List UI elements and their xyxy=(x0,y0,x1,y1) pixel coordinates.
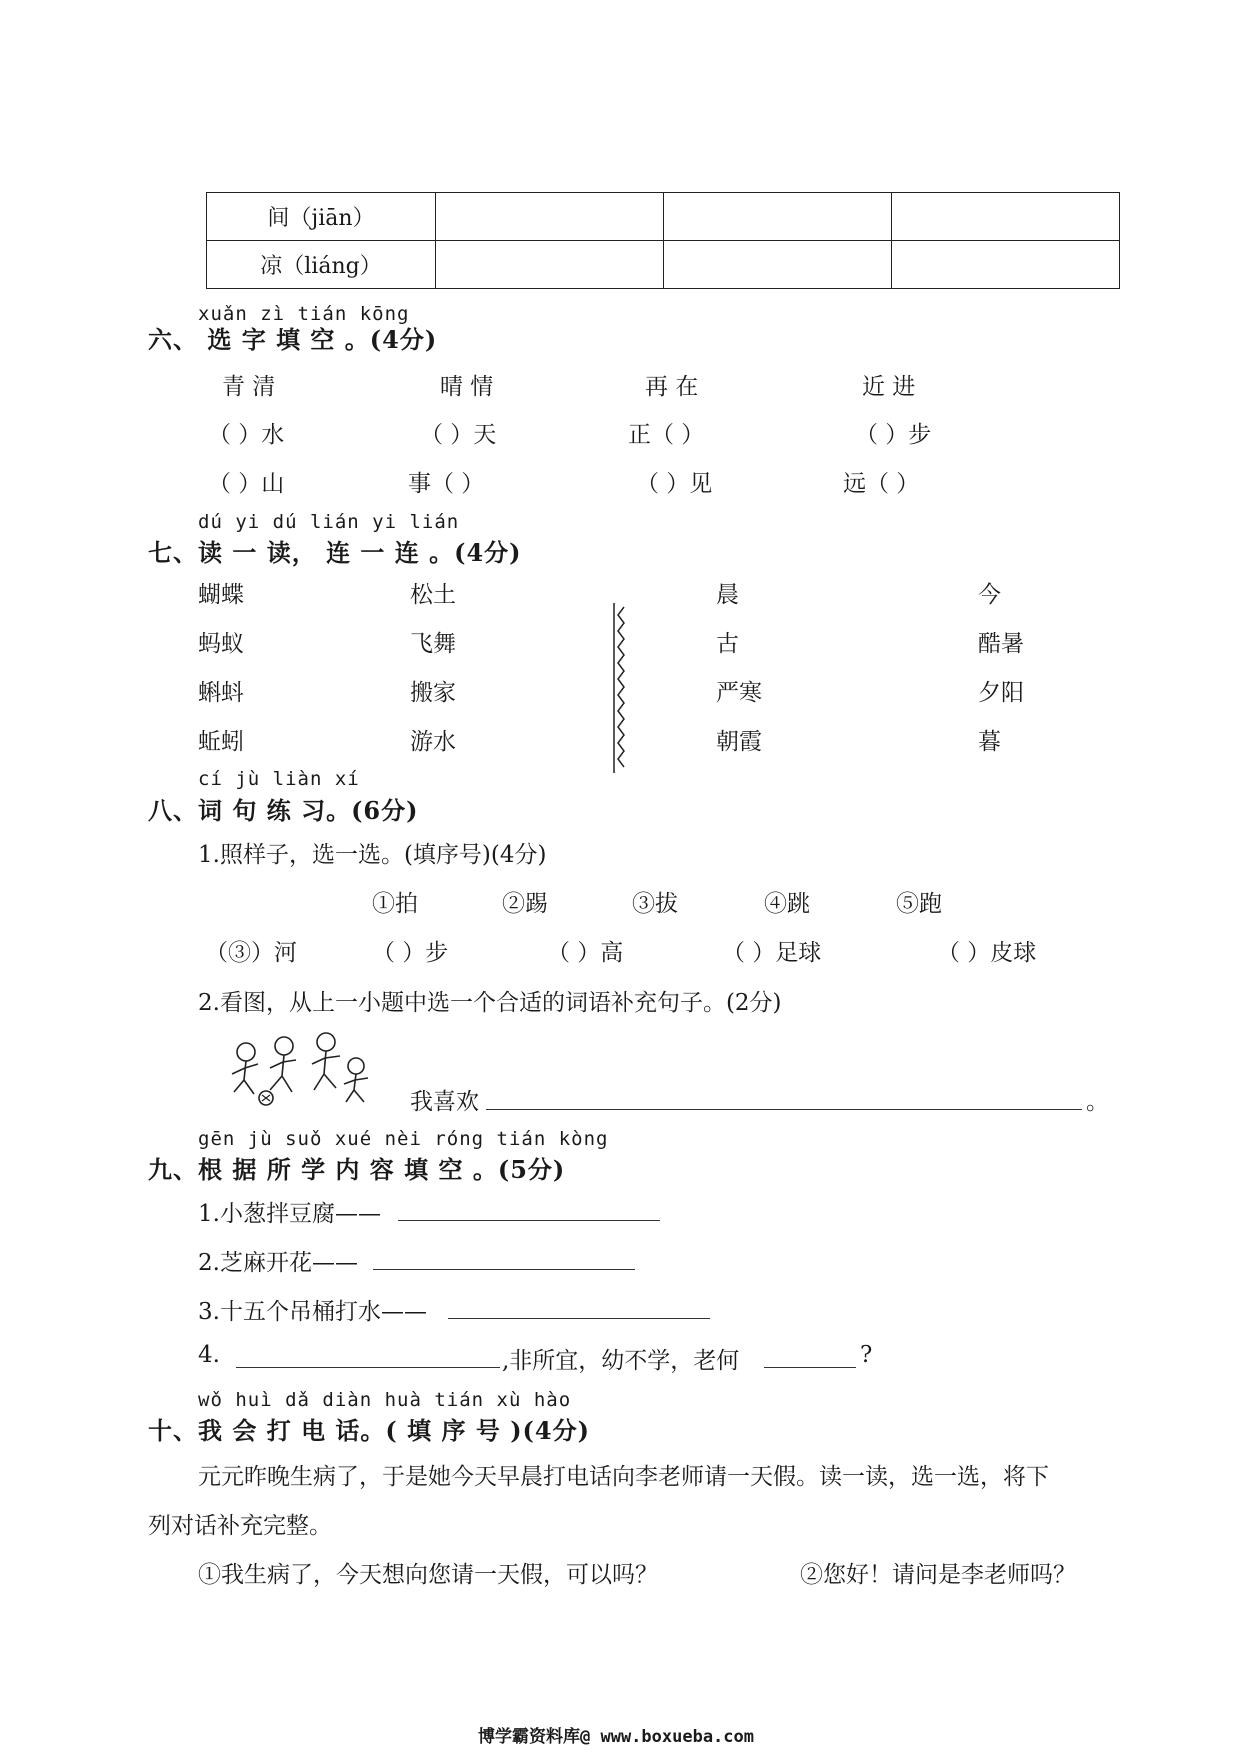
match-item[interactable]: 严寒 xyxy=(716,680,762,706)
table-row xyxy=(207,241,1120,289)
section9-pinyin: gēn jù suǒ xué nèi róng tián kòng xyxy=(198,1128,609,1150)
section10-title: 十、我 会 打 电 话。( 填 序 号 )(4分) xyxy=(148,1416,590,1445)
fill-blank[interactable]: （③）河 xyxy=(205,940,297,966)
fill-blank[interactable]: 事（ ） xyxy=(408,471,485,497)
table-cell-label: 凉（liáng） xyxy=(207,241,436,289)
dialog-option: ①我生病了，今天想向您请一天假，可以吗？ xyxy=(198,1562,658,1588)
match-item[interactable]: 晨 xyxy=(716,582,739,608)
fill-blank[interactable]: （ ）见 xyxy=(636,471,713,497)
match-item[interactable]: 暮 xyxy=(978,729,1001,755)
fill-blank[interactable]: （ ）水 xyxy=(208,422,285,448)
match-item[interactable]: 游水 xyxy=(410,729,456,755)
section9-title: 九、根 据 所 学 内 容 填 空 。(5分) xyxy=(148,1155,566,1184)
question-mark: ? xyxy=(860,1342,873,1368)
char-pair: 近 进 xyxy=(862,374,916,400)
option-item: ②踢 xyxy=(502,891,548,917)
char-pair: 晴 情 xyxy=(440,374,494,400)
dialog-option: ②您好！请问是李老师吗？ xyxy=(800,1562,1076,1588)
question-text: ,非所宜，幼不学，老何 xyxy=(502,1348,740,1374)
fill-blank[interactable]: （ ）足球 xyxy=(722,940,822,966)
match-item[interactable]: 夕阳 xyxy=(978,680,1024,706)
fill-blank[interactable]: 远（ ） xyxy=(843,471,920,497)
table-cell-blank[interactable] xyxy=(892,241,1120,289)
option-item: ③拔 xyxy=(632,891,678,917)
wavy-divider xyxy=(612,603,628,773)
answer-line[interactable] xyxy=(373,1268,635,1270)
option-item: ①拍 xyxy=(372,891,418,917)
match-item[interactable]: 蝴蝶 xyxy=(198,582,244,608)
char-pair: 青 清 xyxy=(222,374,276,400)
fill-blank[interactable]: （ ）皮球 xyxy=(937,940,1037,966)
table-cell-blank[interactable] xyxy=(664,193,892,241)
match-item[interactable]: 酷暑 xyxy=(978,631,1024,657)
match-item[interactable]: 朝霞 xyxy=(716,729,762,755)
question-text: 1.小葱拌豆腐—— xyxy=(198,1201,381,1227)
table-cell-blank[interactable] xyxy=(436,241,664,289)
section8-title: 八、词 句 练 习。(6分) xyxy=(148,796,419,825)
match-item[interactable]: 蝌蚪 xyxy=(198,680,244,706)
match-item[interactable]: 古 xyxy=(716,631,739,657)
sentence-end: 。 xyxy=(1086,1089,1109,1115)
pinyin-word-table xyxy=(206,192,1120,289)
match-item[interactable]: 今 xyxy=(978,582,1001,608)
section10-pinyin: wǒ huì dǎ diàn huà tián xù hào xyxy=(198,1389,572,1411)
fill-blank[interactable]: （ ）步 xyxy=(372,940,449,966)
table-cell-blank[interactable] xyxy=(436,193,664,241)
paragraph-text: 元元昨晚生病了，于是她今天早晨打电话向李老师请一天假。读一读，选一选，将下 xyxy=(198,1464,1049,1490)
question-text: 2.看图，从上一小题中选一个合适的词语补充句子。(2分) xyxy=(198,990,782,1016)
question-text: 3.十五个吊桶打水—— xyxy=(198,1299,427,1325)
fill-blank[interactable]: 正（ ） xyxy=(628,422,705,448)
answer-line[interactable] xyxy=(448,1317,710,1319)
option-item: ⑤跑 xyxy=(896,891,942,917)
table-cell-blank[interactable] xyxy=(664,241,892,289)
question-number: 4. xyxy=(198,1342,220,1368)
char-pair: 再 在 xyxy=(645,374,699,400)
table-cell-blank[interactable] xyxy=(892,193,1120,241)
answer-line[interactable] xyxy=(236,1366,500,1368)
table-cell-label: 间（jiān） xyxy=(207,193,436,241)
answer-line[interactable] xyxy=(486,1108,1082,1110)
paragraph-text: 列对话补充完整。 xyxy=(148,1513,332,1539)
fill-blank[interactable]: （ ）步 xyxy=(855,422,932,448)
option-item: ④跳 xyxy=(764,891,810,917)
table-row xyxy=(207,193,1120,241)
fill-blank[interactable]: （ ）高 xyxy=(547,940,624,966)
section7-title: 七、读 一 读， 连 一 连 。(4分) xyxy=(148,538,522,567)
section7-pinyin: dú yi dú lián yi lián xyxy=(198,511,460,533)
kids-playing-football-image xyxy=(226,1030,376,1108)
match-item[interactable]: 蚂蚁 xyxy=(198,631,244,657)
section8-pinyin: cí jù liàn xí xyxy=(198,768,360,790)
question-text: 2.芝麻开花—— xyxy=(198,1250,358,1276)
question-text: 1.照样子，选一选。(填序号)(4分) xyxy=(198,842,547,868)
fill-blank[interactable]: （ ）天 xyxy=(420,422,497,448)
match-item[interactable]: 搬家 xyxy=(410,680,456,706)
footer-watermark: 博学霸资料库@ www.boxueba.com xyxy=(478,1727,754,1747)
answer-line[interactable] xyxy=(764,1366,856,1368)
match-item[interactable]: 飞舞 xyxy=(410,631,456,657)
match-item[interactable]: 松土 xyxy=(410,582,456,608)
match-item[interactable]: 蚯蚓 xyxy=(198,729,244,755)
section6-title: 六、 选 字 填 空 。(4分) xyxy=(148,325,438,354)
answer-line[interactable] xyxy=(398,1219,660,1221)
fill-blank[interactable]: （ ）山 xyxy=(208,471,285,497)
section6-pinyin: xuǎn zì tián kōng xyxy=(198,303,410,325)
sentence-start: 我喜欢 xyxy=(410,1089,479,1115)
